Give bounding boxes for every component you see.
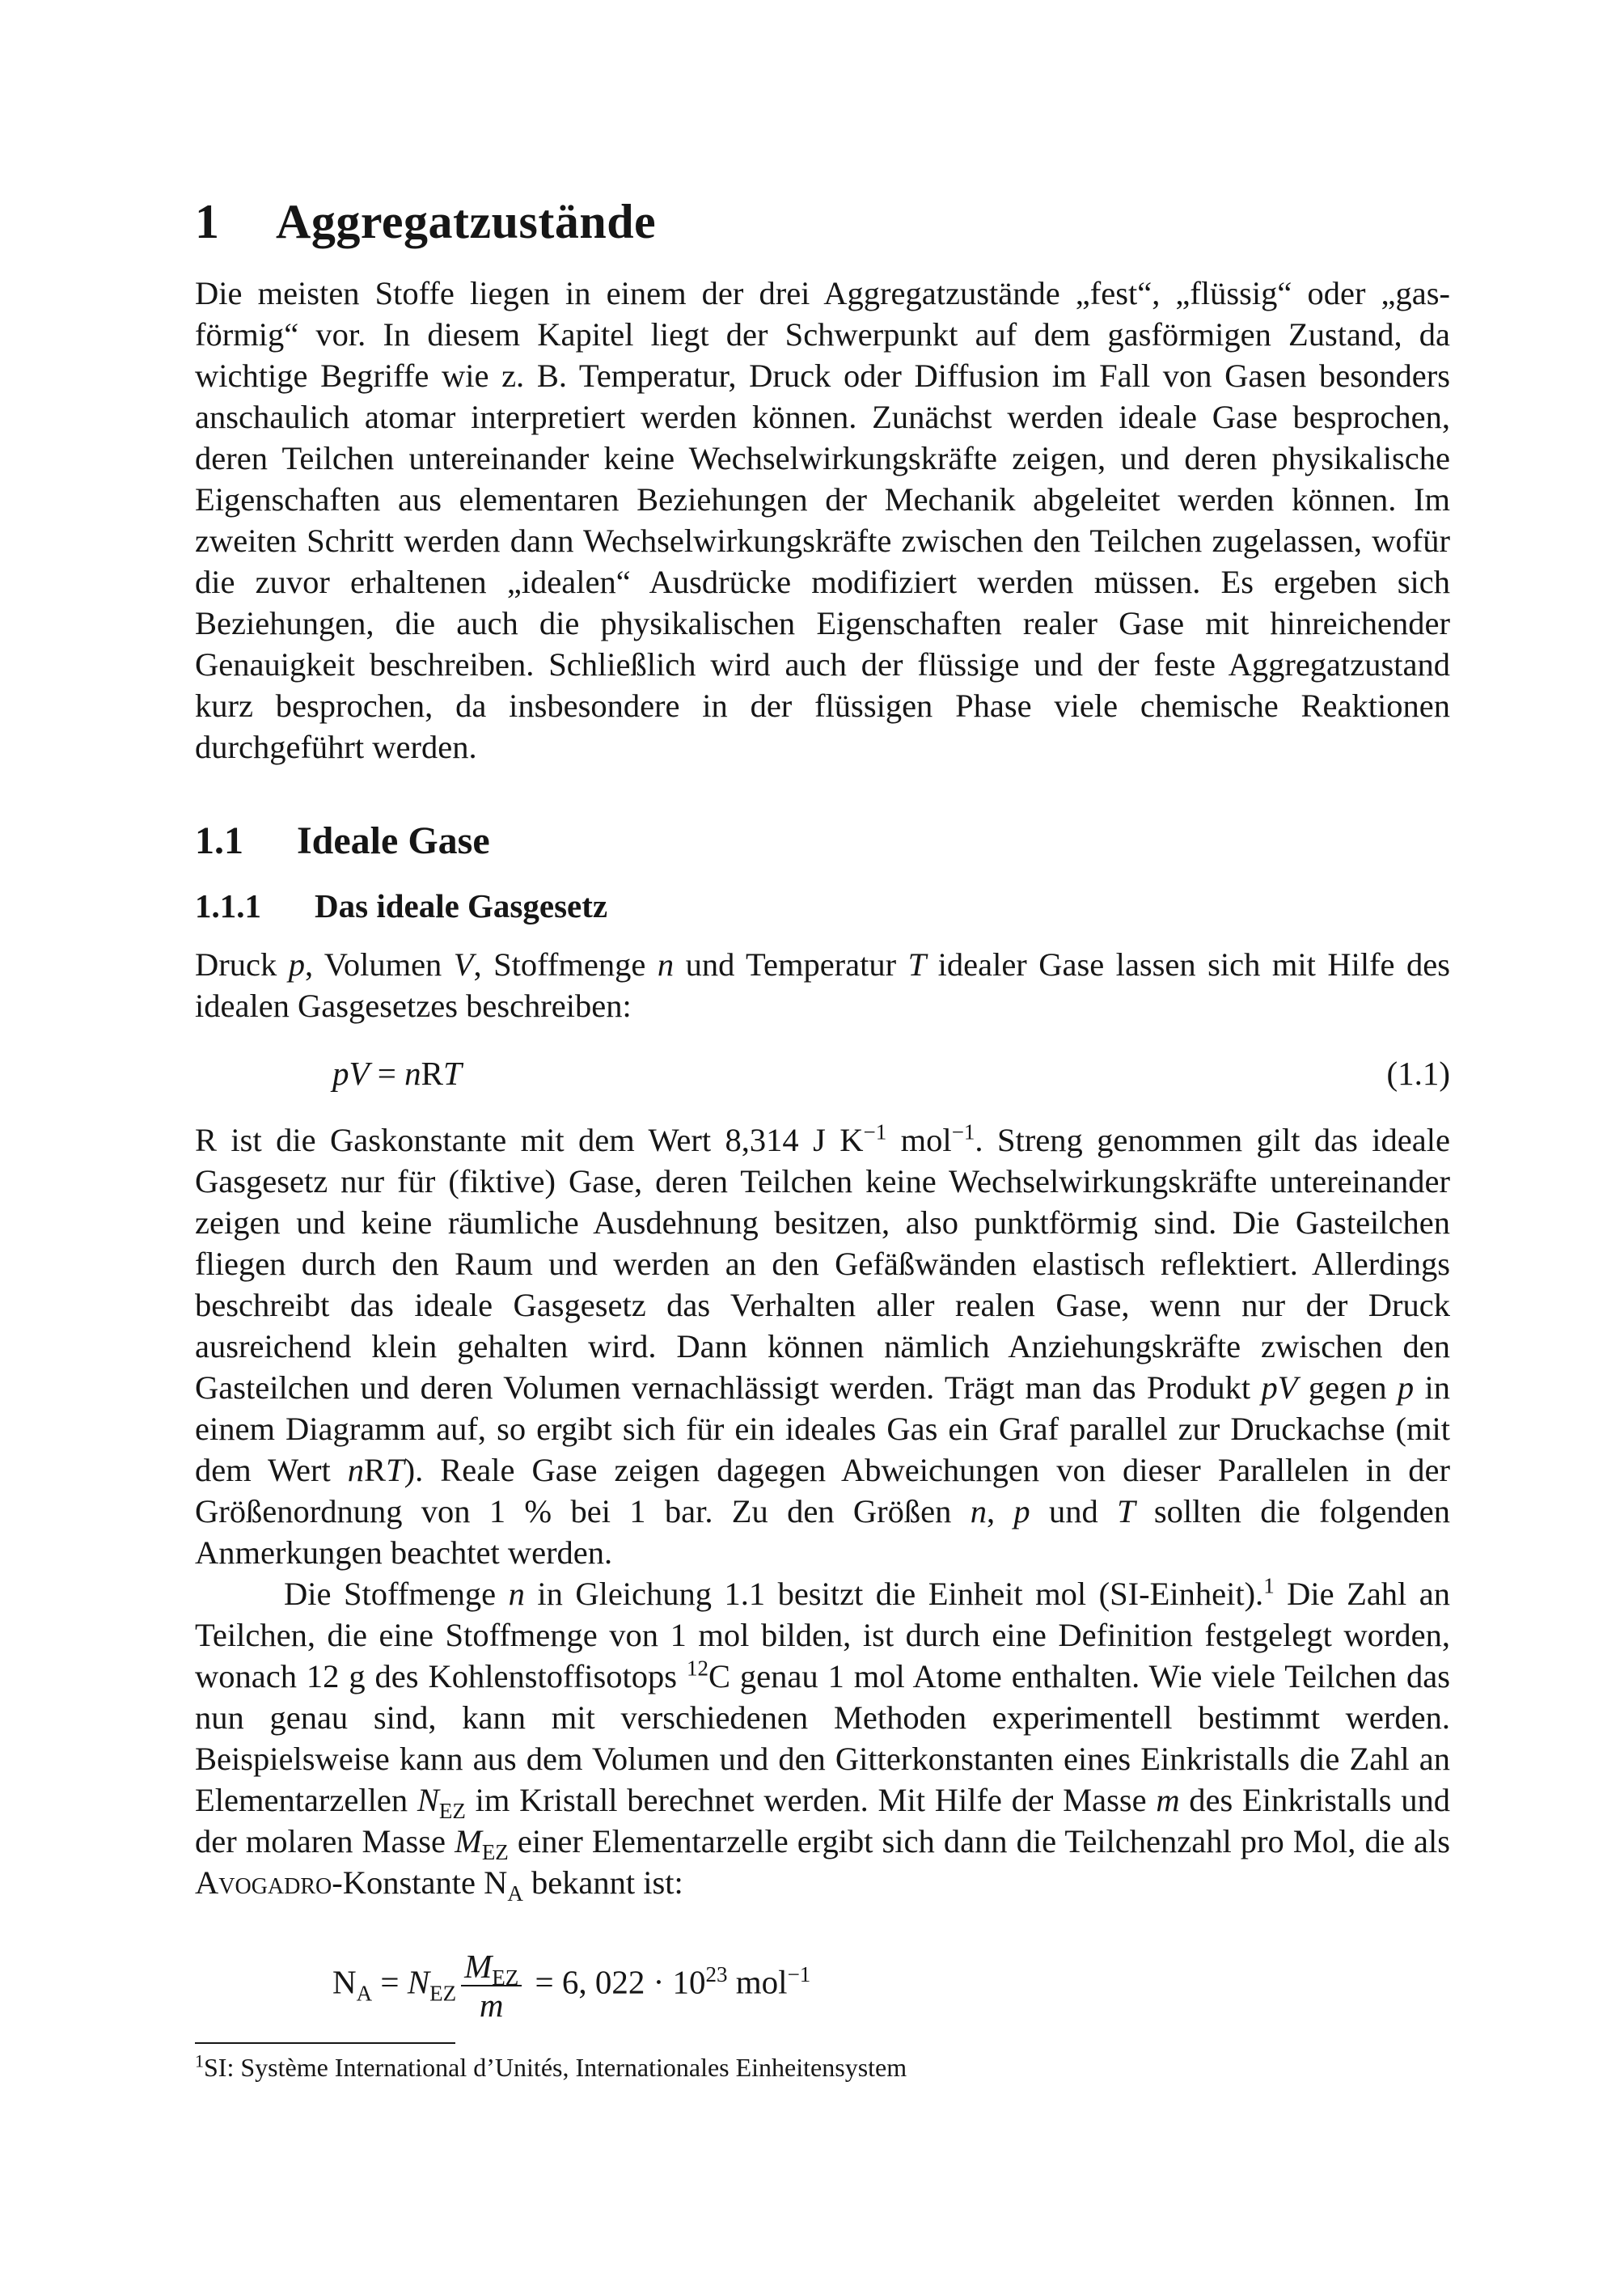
intro-paragraph: Die meisten Stoffe liegen in einem der drei Aggregatzustände „fest“, „flüssig“ oder „gasförmig“ vor. In diesem Kapitel liegt der Schwerpunkt auf dem gasförmigen Zustand, da wichtige Begriffe wie z. B. Temperatur, Druck oder Diffusion im Fall von Gasen besonders anschaulich atomar interpretiert werden können. Zunächst werden ideale Gase besprochen, deren Teilchen untereinander keine Wechselwirkungskräfte zeigen, und deren physikalische Eigenschaften aus elementaren Beziehungen der Mechanik abgeleitet werden können. Im zweiten Schritt werden dann Wechselwirkungskräfte zwischen den Teilchen zugelassen, wofür die zuvor erhaltenen „idealen“ Ausdrücke modifiziert werden müssen. Es ergeben sich Beziehungen, die auch die physikalischen Eigenschaften realer Gase mit hinreichender Genauigkeit beschreiben. Schließlich wird auch der flüssige und der feste Aggregatzustand kurz besprochen, da insbesondere in der flüssigen Phase viele chemische Reaktionen durchgeführt werden.	[195, 275, 1450, 765]
chapter-number: 1	[195, 195, 220, 248]
section-number: 1.1	[195, 819, 243, 862]
gas-constant-paragraph: R ist die Gaskonstante mit dem Wert 8,314 J $K^{-1}$ mol$^{-1}$. Streng genommen gilt das ideale Gasgesetz nur für (fiktive) Gase, deren Teilchen keine Wechselwirkungskräfte untereinander zeigen und keine räumliche Ausdehnung besitzen, also punktförmig sind. Die Gasteilchen fliegen durch den Raum und werden an den Gefäßwänden elastisch reflektiert. Allerdings beschreibt das ideale Gasgesetz das Verhalten aller realen Gase, wenn nur der Druck ausreichend klein gehalten wird. Dann können nämlich Anziehungskräfte zwischen den Gasteilchen und deren Volumen vernachlässigt werden. Trägt man das Produkt pV gegen p in einem Diagramm auf, so ergibt sich für ein ideales Gas ein Graf parallel zur Druckachse (mit dem Wert nRT). Reale Gase zeigen dagegen Abweichungen von dieser Parallelen in der Größenordnung von 1 % bei 1 bar. Zu den Größen n, p und T sollten die folgenden Anmerkungen beachtet werden.	[195, 1119, 1451, 1571]
equation-body: pV = nRT	[332, 1055, 462, 1092]
equation-body: $N_A = N_{EZ}$ $\frac{M_{EZ}}{m}$ = 6, $022 \cdot 10^{23}$ mol$^{-1}$	[332, 1948, 811, 2024]
chapter-heading	[195, 194, 656, 250]
chapter-title: Aggregatzustände	[276, 195, 657, 248]
footnote-rule	[195, 2042, 455, 2044]
amount-of-substance-paragraph: Die Stoffmenge n in Gleichung 1.1 besitzt die Einheit mol (SI-Einheit).$^1$ Die Zahl an Teilchen, die eine Stoffmenge von 1 mol bilden, ist durch eine Definition festgelegt worden, wonach 12 g des Kohlenstoffisotops $^{12}$C genau 1 mol Atome enthalten. Wie viele Teilchen das nun genau sind, kann mit verschiedenen Methoden experimentell bestimmt werden. Beispielsweise kann aus dem Volumen und den Gitterkonstanten eines Einkristalls die Zahl an Elementarzellen $N_{EZ}$ im Kristall berechnet werden. Mit Hilfe der Masse m des Einkristalls und der molaren Masse $M_{EZ}$ einer Elementarzelle ergibt sich dann die Teilchenzahl pro Mol, die als Avogadro-Konstante $N_A$ bekannt ist:	[195, 1573, 1451, 1906]
section-heading	[195, 819, 490, 863]
subsection-heading	[195, 886, 607, 925]
footnote-reference: 1	[1263, 1573, 1275, 1598]
footnote	[195, 2050, 907, 2083]
subsection-number: 1.1.1	[195, 887, 261, 924]
footnote-text: SI: Système International d’Unités, Internationales Einheitensystem	[204, 2053, 907, 2082]
section-title: Ideale Gase	[297, 819, 490, 862]
avogadro-name: Avogadro	[195, 1864, 332, 1901]
gas-law-intro-paragraph: Druck p, Volumen V, Stoffmenge n und Temperatur T idealer Gase lassen sich mit Hilfe des idealen Gasgesetzes beschreiben:	[195, 946, 1450, 1024]
fraction: $\frac{M_{EZ}}{m}$	[461, 1948, 522, 2024]
equation-label: (1.1)	[1386, 1055, 1450, 1092]
footnote-mark: 1	[195, 2050, 204, 2071]
subsection-title: Das ideale Gasgesetz	[315, 887, 608, 924]
